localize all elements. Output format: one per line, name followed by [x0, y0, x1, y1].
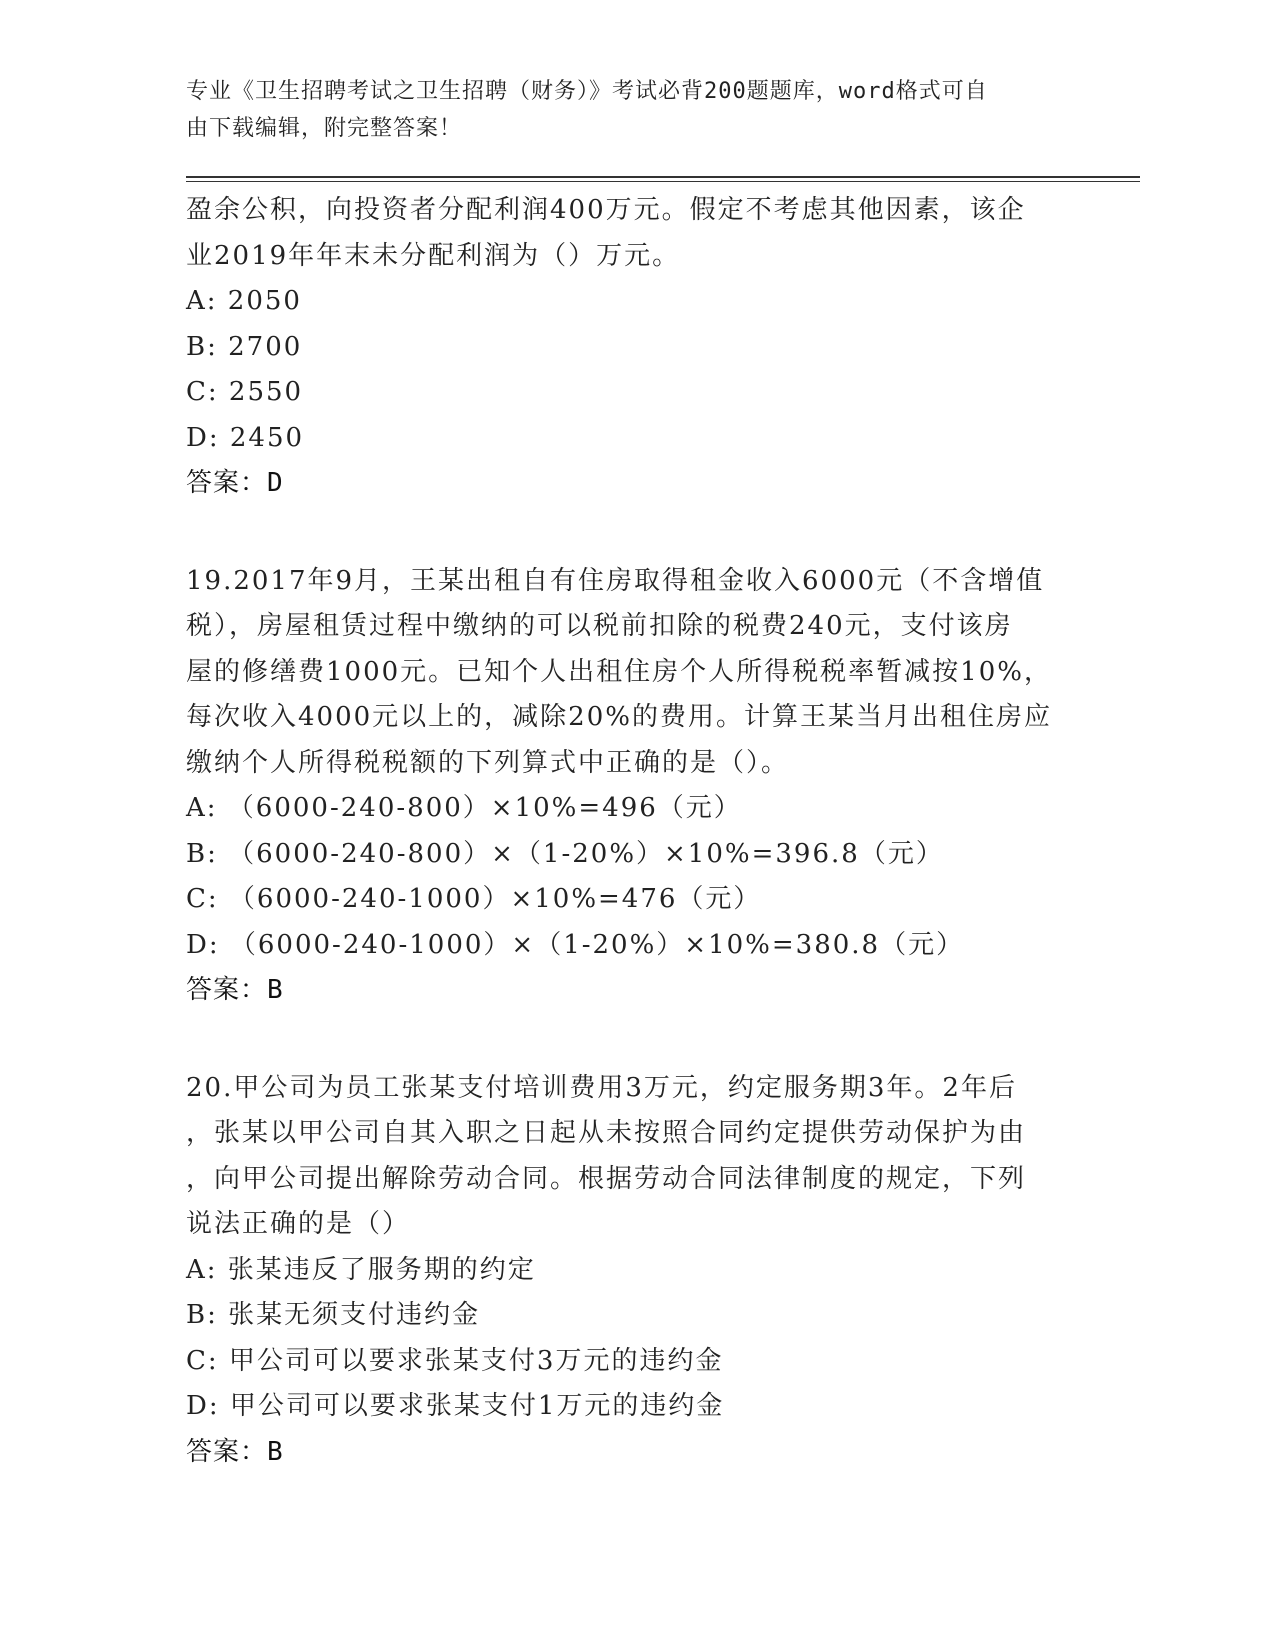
option-d: D: 2450	[186, 422, 305, 453]
question-text-line: 业2019年年末未分配利润为（）万元。	[186, 240, 681, 271]
option-d: D: （6000-240-1000）×（1-20%）×10%=380.8（元）	[186, 929, 965, 960]
question-text-line: ，向甲公司提出解除劳动合同。根据劳动合同法律制度的规定，下列	[186, 1163, 1027, 1194]
question-text-line: 盈余公积，向投资者分配利润400万元。假定不考虑其他因素，该企	[186, 195, 1026, 225]
header-divider-thick	[186, 176, 1140, 178]
answer-label: 答案：D	[186, 468, 284, 498]
page-header	[186, 73, 1066, 147]
option-c: C: （6000-240-1000）×10%=476（元）	[186, 884, 762, 914]
question-text-line: 屋的修缮费1000元。已知个人出租住房个人所得税税率暂减按10%，	[186, 656, 1052, 687]
option-d: D: 甲公司可以要求张某支付1万元的违约金	[186, 1391, 725, 1421]
option-c: C: 2550	[186, 377, 304, 407]
header-title-line-1: 专业《卫生招聘考试之卫生招聘（财务）》考试必背200题题库，word格式可自	[186, 79, 988, 104]
answer-label: 答案：B	[186, 1436, 284, 1467]
spacer	[186, 507, 1066, 559]
option-a: A: 张某违反了服务期的约定	[186, 1254, 536, 1285]
spacer	[186, 1014, 1066, 1066]
question-20	[186, 1066, 1066, 1476]
question-text-line: ，张某以甲公司自其入职之日起从未按照合同约定提供劳动保护为由	[186, 1118, 1027, 1148]
answer-label: 答案：B	[186, 975, 284, 1005]
header-divider-thin	[186, 181, 1140, 182]
question-text-line: 缴纳个人所得税税额的下列算式中正确的是（）。	[186, 747, 790, 778]
question-text-line: 说法正确的是（）	[186, 1209, 411, 1239]
question-content	[186, 188, 1066, 1475]
question-text-line: 税），房屋租赁过程中缴纳的可以税前扣除的税费240元，支付该房	[186, 611, 1013, 641]
question-text-line: 每次收入4000元以上的，减除20%的费用。计算王某当月出租住房应	[186, 702, 1052, 732]
option-b: B: 张某无须支付违约金	[186, 1300, 481, 1330]
header-title-line-2: 由下载编辑，附完整答案！	[186, 116, 463, 141]
question-18	[186, 188, 1066, 507]
question-text-line: 20.甲公司为员工张某支付培训费用3万元，约定服务期3年。2年后	[186, 1072, 1017, 1103]
option-a: A: （6000-240-800）×10%=496（元）	[186, 793, 742, 823]
question-text-line: 19.2017年9月，王某出租自有住房取得租金收入6000元（不含增值	[186, 565, 1045, 596]
option-a: A: 2050	[186, 286, 302, 316]
option-b: B: 2700	[186, 331, 303, 362]
option-c: C: 甲公司可以要求张某支付3万元的违约金	[186, 1345, 724, 1376]
option-b: B: （6000-240-800）×（1-20%）×10%=396.8（元）	[186, 838, 944, 869]
question-19	[186, 559, 1066, 1014]
